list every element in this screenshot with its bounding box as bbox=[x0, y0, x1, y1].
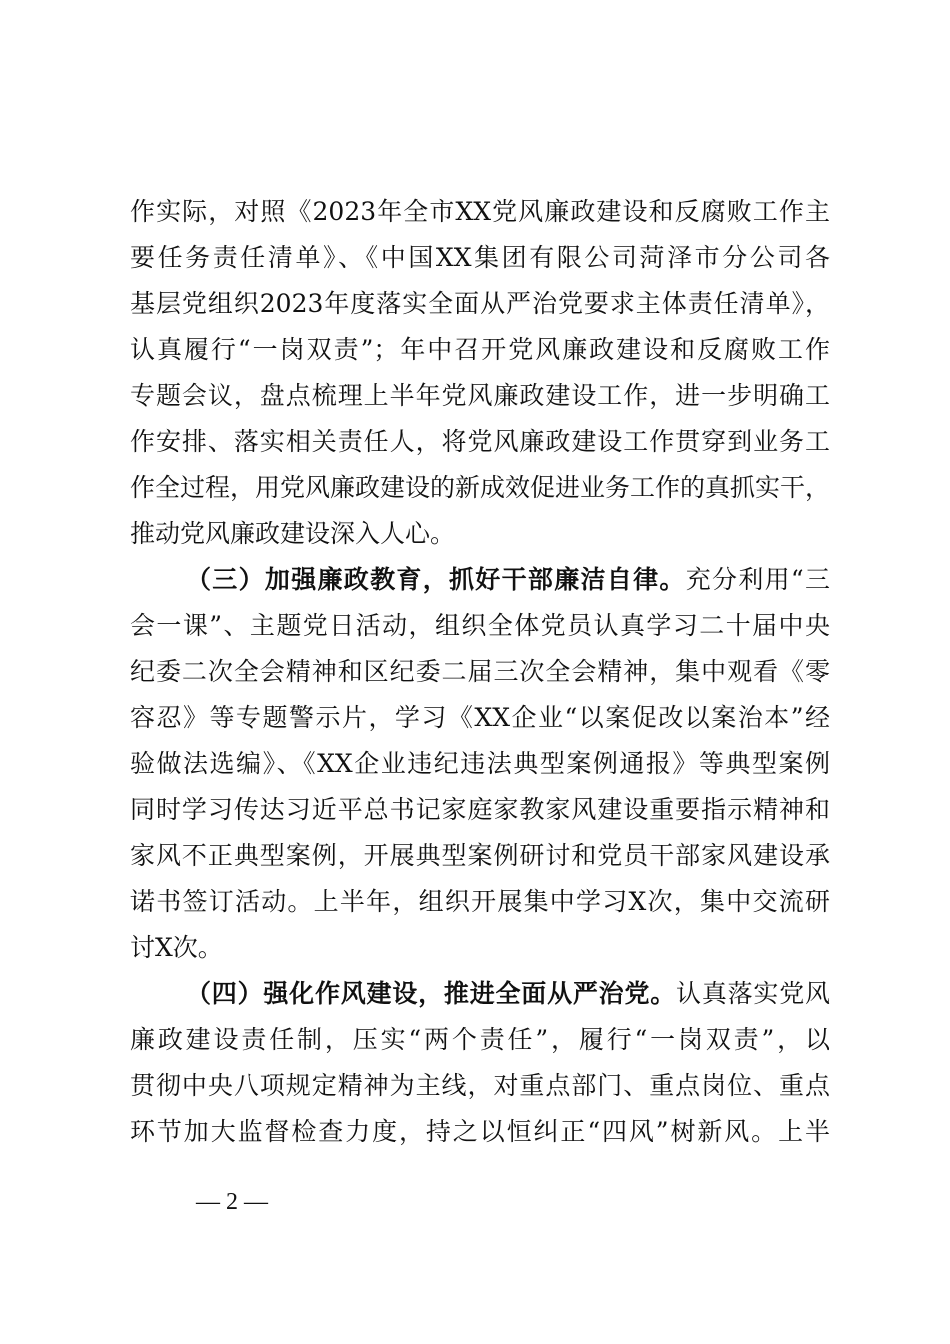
paragraph-first-line bbox=[186, 979, 830, 1009]
body-line: 认真履行“一岗双责”；年中召开党风廉政建设和反腐败工作 bbox=[130, 335, 830, 364]
body-line: 家风不正典型案例，开展典型案例研讨和党员干部家风建设承 bbox=[130, 841, 830, 870]
body-line: 廉政建设责任制，压实“两个责任”，履行“一岗双责”，以 bbox=[130, 1025, 830, 1054]
body-line: 贯彻中央八项规定精神为主线，对重点部门、重点岗位、重点 bbox=[130, 1071, 830, 1100]
body-line: 诺书签订活动。上半年，组织开展集中学习X次，集中交流研 bbox=[130, 887, 830, 916]
body-line: 讨X次。 bbox=[130, 933, 223, 962]
body-text: 充分利用“三 bbox=[685, 565, 831, 594]
body-line: 环节加大监督检查力度，持之以恒纠正“四风”树新风。上半 bbox=[130, 1117, 830, 1146]
body-line: 专题会议，盘点梳理上半年党风廉政建设工作，进一步明确工 bbox=[130, 381, 830, 410]
body-line: 推动党风廉政建设深入人心。 bbox=[130, 519, 456, 548]
body-line: 作实际，对照《2023年全市XX党风廉政建设和反腐败工作主 bbox=[130, 197, 830, 226]
section-heading: （四）强化作风建设，推进全面从严治党。 bbox=[186, 979, 677, 1008]
section-heading: （三）加强廉政教育，抓好干部廉洁自律。 bbox=[186, 565, 686, 594]
body-line: 纪委二次全会精神和区纪委二届三次全会精神，集中观看《零 bbox=[130, 657, 830, 686]
body-line: 要任务责任清单》、《中国XX集团有限公司菏泽市分公司各 bbox=[130, 243, 830, 272]
body-line: 同时学习传达习近平总书记家庭家教家风建设重要指示精神和 bbox=[130, 795, 830, 824]
paragraph-first-line bbox=[186, 565, 830, 595]
body-line: 作安排、落实相关责任人，将党风廉政建设工作贯穿到业务工 bbox=[130, 427, 830, 456]
body-line: 容忍》等专题警示片，学习《XX企业“以案促改以案治本”经 bbox=[130, 703, 830, 732]
body-text: 认真落实党风 bbox=[676, 979, 830, 1008]
body-line: 会一课”、主题党日活动，组织全体党员认真学习二十届中央 bbox=[130, 611, 830, 640]
body-line: 验做法选编》、《XX企业违纪违法典型案例通报》等典型案例 bbox=[130, 749, 830, 778]
body-line: 作全过程，用党风廉政建设的新成效促进业务工作的真抓实干， bbox=[130, 473, 831, 502]
page-number: — 2 — bbox=[196, 1189, 268, 1215]
body-line: 基层党组织2023年度落实全面从严治党要求主体责任清单》， bbox=[130, 289, 830, 318]
